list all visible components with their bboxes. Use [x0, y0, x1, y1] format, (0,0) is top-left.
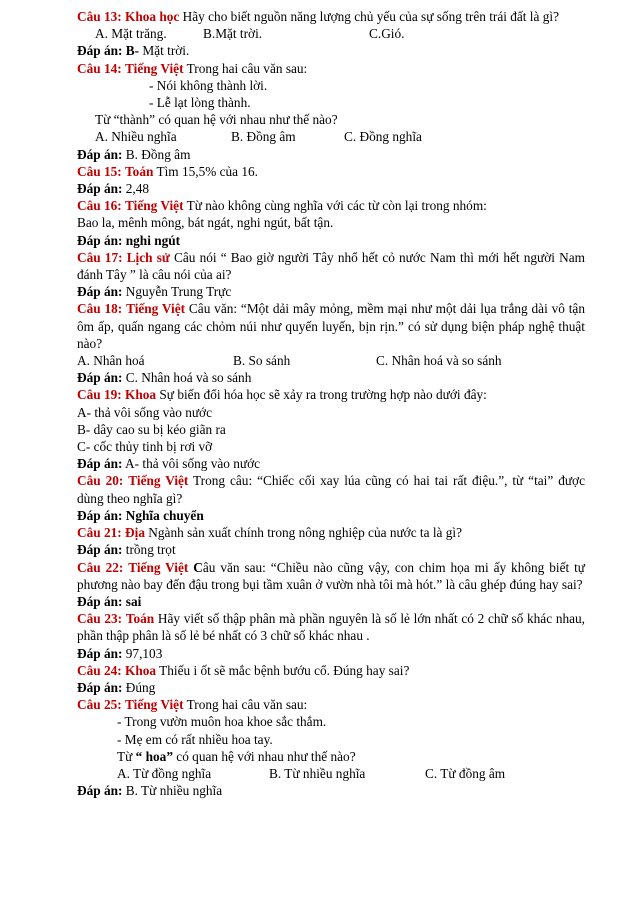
answer-23	[77, 645, 585, 662]
option-b: B- dây cao su bị kéo giãn ra	[77, 421, 226, 437]
answer-21	[77, 541, 585, 558]
prompt-post: có quan hệ với nhau như thế nào?	[172, 748, 356, 764]
question-22-text: âu văn sau: “Chiều nào cũng vậy, con chim họa mi ấy không biết tự phương nào bay đến đậu trong bụi tầm xuân ở vườn nhà tôi mà hót.” là câu ghép đúng hay sai?	[77, 559, 585, 592]
question-22-number: Câu 22:	[77, 559, 124, 575]
question-17-text: Câu nói “ Bao giờ người Tây nhổ hết cỏ nước Nam thì mới hết người Nam đánh Tây ” là câu nói của ai?	[77, 249, 585, 283]
question-21-subject: Địa	[125, 525, 145, 541]
question-15-text: Tìm 15,5% của 16.	[153, 163, 259, 179]
answer-value: 97,103	[122, 645, 163, 661]
question-21-number: Câu 21:	[77, 525, 122, 541]
question-22	[77, 559, 585, 593]
answer-20	[77, 507, 585, 524]
answer-label: Đáp án:	[77, 146, 123, 162]
question-18	[77, 300, 585, 352]
question-23-number: Câu 23:	[77, 611, 123, 627]
question-25-text: Trong hai câu văn sau:	[183, 697, 308, 713]
answer-label: Đáp án:	[77, 181, 123, 197]
answer-label: Đáp án:	[77, 783, 123, 799]
option-a: A. Mặt trăng.	[95, 26, 167, 42]
question-19-text: Sự biến đổi hóa học sẽ xảy ra trong trường hợp nào dưới đây:	[156, 387, 487, 403]
question-14-number: Câu 14:	[77, 60, 122, 76]
question-13-options	[77, 25, 585, 42]
prompt-keyword: “ hoa”	[135, 748, 173, 764]
question-17-subject: Lịch sử	[126, 249, 170, 265]
question-25-subject: Tiếng Việt	[125, 697, 184, 713]
question-14	[77, 60, 585, 77]
question-14-line-1: - Nói không thành lời.	[149, 77, 268, 93]
answer-value: Đúng	[122, 679, 156, 695]
answer-label: Đáp án:	[77, 284, 123, 300]
question-25-line-1: - Trong vườn muôn hoa khoe sắc thắm.	[117, 714, 327, 730]
answer-label: Đáp án: B-	[77, 43, 140, 59]
answer-value: B. Từ nhiều nghĩa	[122, 783, 223, 799]
option-b: B.Mặt trời.	[203, 26, 263, 42]
answer-value: trồng trọt	[122, 542, 176, 558]
question-15	[77, 163, 585, 180]
answer-16	[77, 232, 585, 249]
question-15-subject: Toán	[125, 163, 154, 179]
answer-value: Nguyễn Trung Trực	[122, 284, 232, 300]
answer-value: A- thả vôi sống vào nước	[122, 456, 261, 472]
question-20	[77, 472, 585, 506]
question-16-text: Từ nào không cùng nghĩa với các từ còn lại trong nhóm:	[183, 198, 487, 214]
question-20-number: Câu 20:	[77, 473, 124, 489]
answer-15	[77, 180, 585, 197]
question-23-subject: Toán	[125, 611, 155, 627]
answer-18	[77, 369, 585, 386]
question-19-subject: Khoa	[125, 387, 157, 403]
question-25-number: Câu 25:	[77, 697, 122, 713]
answer-value: C. Nhân hoá và so sánh	[122, 370, 252, 386]
question-17	[77, 249, 585, 283]
question-14-text: Trong hai câu văn sau:	[183, 60, 308, 76]
question-18-options	[77, 352, 585, 369]
answer-13	[77, 42, 585, 59]
option-a: A. Nhân hoá	[77, 353, 145, 369]
question-16-word-group: Bao la, mênh mông, bát ngát, nghi ngút, bất tận.	[77, 215, 334, 231]
question-24-number: Câu 24:	[77, 662, 122, 678]
question-18-number: Câu 18:	[77, 301, 123, 317]
answer-label: Đáp án:	[77, 542, 123, 558]
question-15-number: Câu 15:	[77, 163, 122, 179]
answer-value: 2,48	[122, 181, 150, 197]
question-25	[77, 696, 585, 713]
answer-19	[77, 455, 585, 472]
question-13-number: Câu 13:	[77, 9, 122, 24]
option-c: C.Gió.	[369, 26, 405, 42]
question-22-subject: Tiếng Việt	[128, 559, 189, 575]
option-c: C. Từ đồng âm	[425, 765, 506, 781]
option-b: B. Từ nhiều nghĩa	[269, 765, 366, 781]
question-23-text: Hãy viết số thập phân mà phần nguyên là số lẻ lớn nhất có 2 chữ số khác nhau, phần thập phân là số lẻ bé nhất có 3 chữ số khác nhau .	[77, 611, 585, 644]
answer-label: Đáp án: Nghĩa chuyển	[77, 507, 204, 523]
answer-label: Đáp án: nghi ngút	[77, 232, 181, 248]
question-16	[77, 197, 585, 214]
question-18-text: Câu văn: “Một dải mây mỏng, mềm mại như một dải lụa trắng dài vô tận ôm ấp, quấn ngang các chỏm núi như quyến luyến, bịn rịn.” có sử dụng biện pháp nghệ thuật nào?	[77, 301, 585, 351]
answer-label: Đáp án:	[77, 370, 123, 386]
question-20-text: Trong câu: “Chiếc cối xay lúa cũng có hai tai rất điệu.”, từ “tai” được dùng theo nghĩa gì?	[77, 473, 585, 506]
question-13-subject: Khoa học	[125, 9, 180, 24]
question-16-number: Câu 16:	[77, 198, 122, 214]
question-13	[77, 8, 585, 25]
answer-label: Đáp án:	[77, 679, 123, 695]
question-24	[77, 662, 585, 679]
option-c: C. Đồng nghĩa	[344, 129, 422, 145]
question-17-number: Câu 17:	[77, 249, 123, 265]
question-19-number: Câu 19:	[77, 387, 122, 403]
option-a: A. Từ đồng nghĩa	[117, 765, 212, 781]
option-c: C- cốc thủy tinh bị rơi vỡ	[77, 439, 213, 455]
option-a: A- thả vôi sống vào nước	[77, 404, 212, 420]
answer-value: Mặt trời.	[139, 43, 190, 59]
question-14-prompt: Từ “thành” có quan hệ với nhau như thế nào?	[95, 112, 338, 128]
question-19	[77, 386, 585, 403]
question-25-options	[77, 765, 585, 782]
answer-label: Đáp án:	[77, 645, 123, 661]
question-14-line-2: - Lễ lạt lòng thành.	[149, 95, 251, 111]
option-a: A. Nhiều nghĩa	[95, 129, 177, 145]
question-23	[77, 610, 585, 644]
question-24-text: Thiếu i ốt sẽ mắc bệnh bướu cổ. Đúng hay sai?	[156, 662, 410, 678]
prompt-pre: Từ	[117, 748, 136, 764]
question-25-line-2: - Mẹ em có rất nhiều hoa tay.	[117, 731, 273, 747]
question-21	[77, 524, 585, 541]
question-18-subject: Tiếng Việt	[126, 301, 186, 317]
answer-25	[77, 782, 585, 799]
question-20-subject: Tiếng Việt	[128, 473, 189, 489]
answer-17	[77, 283, 585, 300]
option-c: C. Nhân hoá và so sánh	[376, 353, 502, 369]
question-16-subject: Tiếng Việt	[125, 198, 184, 214]
option-b: B. So sánh	[233, 353, 291, 369]
answer-14	[77, 146, 585, 163]
answer-label: Đáp án: sai	[77, 593, 142, 609]
answer-label: Đáp án:	[77, 456, 123, 472]
question-13-text: Hãy cho biết nguồn năng lượng chủ yếu của sự sống trên trái đất là gì?	[179, 9, 559, 24]
question-24-subject: Khoa	[125, 662, 157, 678]
answer-22	[77, 593, 585, 610]
question-22-text-start: C	[188, 559, 203, 575]
question-25-prompt	[77, 748, 585, 765]
option-b: B. Đồng âm	[231, 129, 296, 145]
answer-24	[77, 679, 585, 696]
question-14-options	[77, 128, 585, 145]
quiz-document	[77, 8, 585, 799]
question-14-subject: Tiếng Việt	[125, 60, 184, 76]
answer-value: B. Đồng âm	[122, 146, 191, 162]
question-21-text: Ngành sản xuất chính trong nông nghiệp của nước ta là gì?	[144, 525, 463, 541]
